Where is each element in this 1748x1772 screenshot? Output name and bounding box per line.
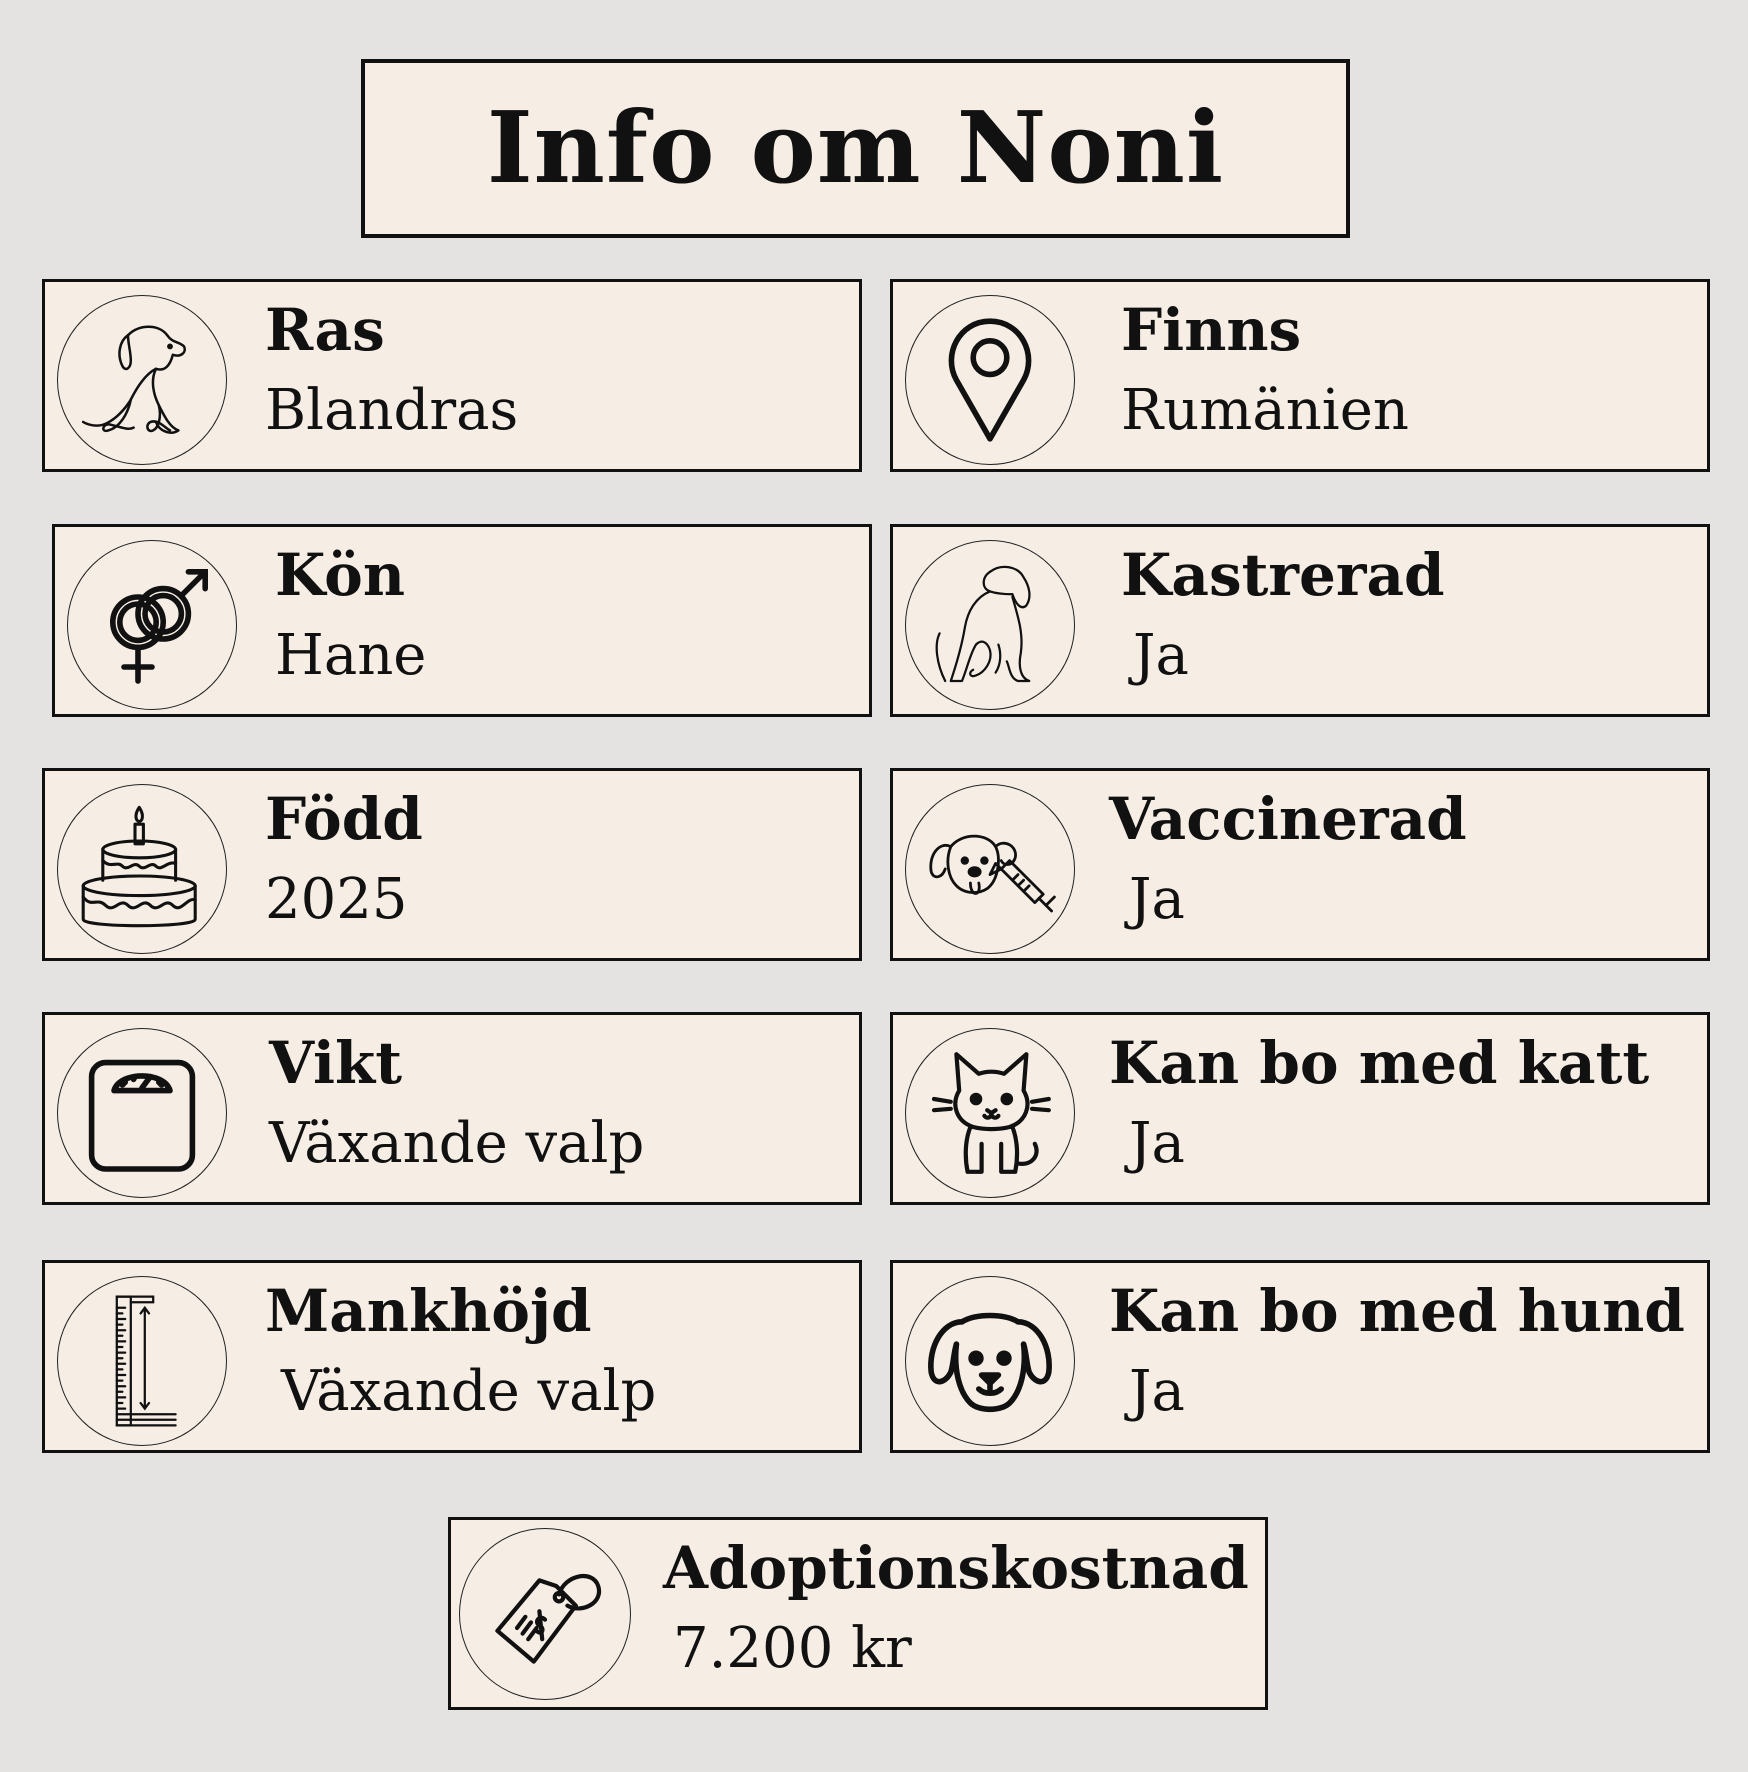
card-mankhojd [42,1260,862,1453]
card-vikt [42,1012,862,1205]
card-label: Ras [265,296,385,364]
card-value: Ja [1129,1359,1185,1424]
card-finns [890,279,1710,472]
card-label: Kastrerad [1121,541,1445,609]
card-value: Hane [275,623,427,688]
card-label: Vikt [269,1029,402,1097]
title-box [361,59,1350,238]
card-value: Växande valp [281,1359,657,1424]
card-adoptionskostnad [448,1517,1268,1710]
card-katt [890,1012,1710,1205]
birthday-cake-icon [57,784,227,954]
card-label: Mankhöjd [265,1277,592,1345]
card-ras [42,279,862,472]
card-value: Ja [1129,1111,1185,1176]
dog-line-icon [57,295,227,465]
card-label: Kön [275,541,405,609]
card-value: 2025 [265,867,408,932]
card-label: Född [265,785,423,853]
card-label: Kan bo med katt [1109,1029,1650,1097]
card-value: 7.200 kr [673,1616,912,1681]
card-fodd [42,768,862,961]
card-label: Vaccinerad [1109,785,1467,853]
cat-icon [905,1028,1075,1198]
scale-icon [57,1028,227,1198]
card-label: Kan bo med hund [1109,1277,1685,1345]
card-value: Rumänien [1121,378,1409,443]
card-label: Adoptionskostnad [663,1534,1249,1602]
page-title: Info om Noni [486,91,1225,206]
card-value: Ja [1129,867,1185,932]
card-value: Ja [1133,623,1189,688]
card-value: Blandras [265,378,519,443]
gender-symbol-icon [67,540,237,710]
card-value: Växande valp [269,1111,645,1176]
location-pin-icon [905,295,1075,465]
card-kon [52,524,872,717]
dog-syringe-icon [905,784,1075,954]
card-hund [890,1260,1710,1453]
card-vaccinerad [890,768,1710,961]
height-ruler-icon [57,1276,227,1446]
dog-face-icon [905,1276,1075,1446]
card-label: Finns [1121,296,1302,364]
card-kastrerad [890,524,1710,717]
sitting-dog-icon [905,540,1075,710]
price-tag-icon [459,1528,631,1700]
